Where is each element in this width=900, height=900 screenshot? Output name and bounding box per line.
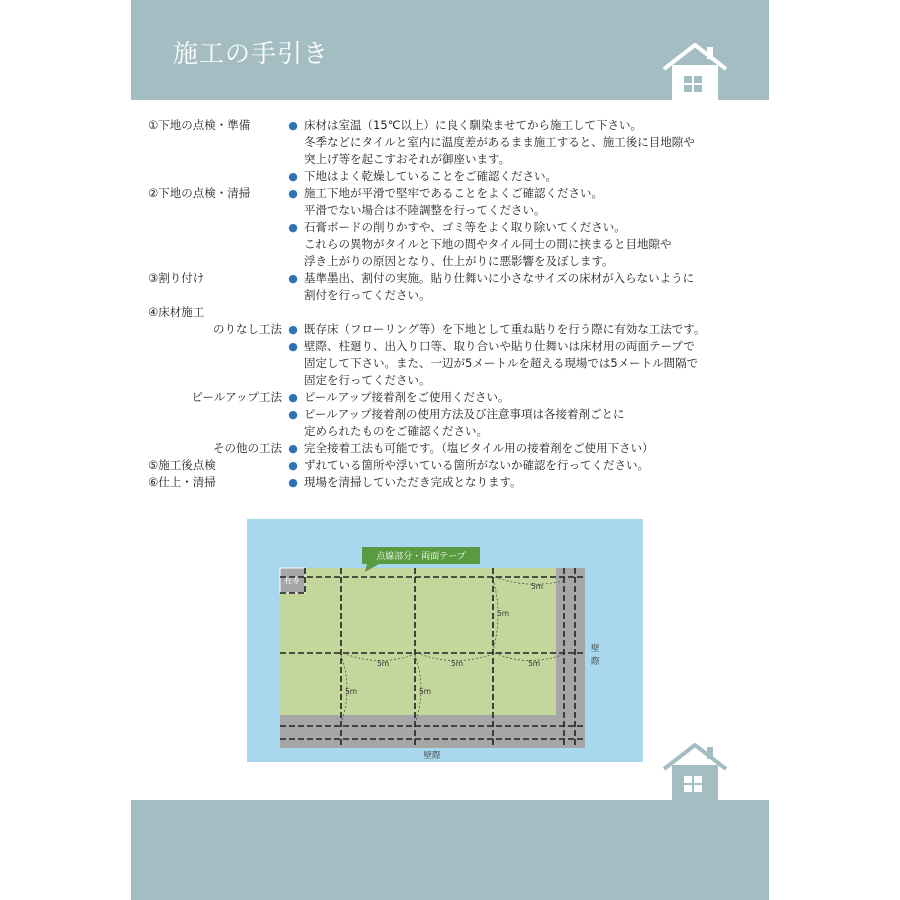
dim-label: 5m bbox=[528, 659, 541, 668]
row-text: 下地はよく乾燥していることをご確認ください。 bbox=[304, 169, 557, 183]
row-text: 床材は室温（15℃以上）に良く馴染ませてから施工して下さい。 bbox=[304, 118, 643, 132]
row-text: 平滑でない場合は不陸調整を行ってください。 bbox=[304, 203, 546, 217]
house-icon bbox=[661, 41, 729, 100]
row-label: その他の工法 bbox=[213, 441, 282, 455]
row-text: 基準墨出、割付の実施。貼り仕舞いに小さなサイズの床材が入らないように bbox=[304, 271, 695, 285]
bullet-icon bbox=[282, 134, 304, 151]
row-text: 既存床（フローリング等）を下地として重ね貼りを行う際に有効な工法です。 bbox=[304, 322, 706, 336]
row-label bbox=[148, 253, 282, 270]
row-text: 石膏ボードの削りかすや、ゴミ等をよく取り除いてください。 bbox=[304, 220, 626, 234]
guide-sheet bbox=[131, 0, 769, 900]
bullet-icon bbox=[282, 253, 304, 270]
bullet-icon bbox=[282, 355, 304, 372]
house-icon bbox=[661, 741, 729, 800]
bullet-icon: ● bbox=[288, 187, 298, 200]
row-label: ⑤施工後点検 bbox=[148, 458, 216, 472]
row-label bbox=[148, 134, 282, 151]
dim-label: 5m bbox=[531, 582, 544, 591]
instruction-row bbox=[148, 168, 758, 185]
instruction-row bbox=[148, 117, 758, 134]
row-label bbox=[148, 202, 282, 219]
row-text bbox=[304, 304, 758, 321]
dim-label: 5m bbox=[497, 609, 510, 618]
row-label: ①下地の点検・準備 bbox=[148, 118, 251, 132]
row-label bbox=[148, 219, 282, 236]
instruction-row bbox=[148, 236, 758, 253]
row-text: 固定して下さい。また、一辺が5メートルを超える現場では5メートル間隔で bbox=[304, 356, 699, 370]
instruction-row bbox=[148, 202, 758, 219]
dim-label: 5m bbox=[451, 659, 464, 668]
row-text: ピールアップ接着剤の使用方法及び注意事項は各接着剤ごとに bbox=[304, 407, 625, 421]
instruction-row bbox=[148, 338, 758, 355]
instruction-row bbox=[148, 355, 758, 372]
instruction-row bbox=[148, 304, 758, 321]
floor-area bbox=[280, 568, 556, 715]
right-wall-label-top: 壁 bbox=[591, 644, 600, 654]
instruction-row bbox=[148, 185, 758, 202]
header-band bbox=[131, 0, 769, 100]
instruction-row bbox=[148, 219, 758, 236]
row-label bbox=[148, 406, 282, 423]
row-label: ②下地の点検・清掃 bbox=[148, 186, 251, 200]
row-text: 施工下地が平滑で堅牢であることをよくご確認ください。 bbox=[304, 186, 603, 200]
bullet-icon bbox=[282, 236, 304, 253]
bullet-icon bbox=[282, 287, 304, 304]
instruction-row bbox=[148, 134, 758, 151]
bullet-icon bbox=[282, 202, 304, 219]
row-label: のりなし工法 bbox=[213, 322, 282, 336]
dim-label: 5m bbox=[377, 659, 390, 668]
row-text: 浮き上がりの原因となり、仕上がりに悪影響を及ぼします。 bbox=[304, 254, 614, 268]
row-label bbox=[148, 372, 282, 389]
pillar-label: 柱等 bbox=[284, 576, 300, 585]
bullet-icon: ● bbox=[288, 119, 298, 132]
bullet-icon bbox=[282, 423, 304, 440]
bullet-icon: ● bbox=[288, 323, 298, 336]
row-text: 現場を清掃していただき完成となります。 bbox=[304, 475, 522, 489]
bullet-icon: ● bbox=[288, 391, 298, 404]
bullet-icon: ● bbox=[288, 221, 298, 234]
bullet-icon: ● bbox=[288, 459, 298, 472]
bullet-icon bbox=[282, 304, 304, 321]
row-label bbox=[148, 236, 282, 253]
row-text: 定められたものをご確認ください。 bbox=[304, 424, 488, 438]
bullet-icon: ● bbox=[288, 272, 298, 285]
row-label bbox=[148, 423, 282, 440]
row-label: ⑥仕上・清掃 bbox=[148, 475, 216, 489]
instruction-row bbox=[148, 423, 758, 440]
bullet-icon: ● bbox=[288, 442, 298, 455]
row-label bbox=[148, 355, 282, 372]
footer-band bbox=[131, 800, 769, 900]
row-label bbox=[148, 338, 282, 355]
instruction-row bbox=[148, 474, 758, 491]
row-text: ピールアップ接着剤をご使用ください。 bbox=[304, 390, 510, 404]
row-text: 割付を行ってください。 bbox=[304, 288, 431, 302]
row-text: 突上げ等を起こすおそれが御座います。 bbox=[304, 152, 511, 166]
bullet-icon: ● bbox=[288, 408, 298, 421]
instruction-row bbox=[148, 270, 758, 287]
instruction-row bbox=[148, 406, 758, 423]
row-label: ピールアップ工法 bbox=[191, 390, 282, 404]
instruction-row bbox=[148, 287, 758, 304]
bullet-icon: ● bbox=[288, 340, 298, 353]
row-text: 冬季などにタイルと室内に温度差があるまま施工すると、施工後に目地隙や bbox=[304, 135, 695, 149]
instruction-row bbox=[148, 372, 758, 389]
row-label bbox=[148, 151, 282, 168]
instruction-row bbox=[148, 321, 758, 338]
instruction-row bbox=[148, 253, 758, 270]
bottom-wall-label: 壁際 bbox=[423, 751, 441, 761]
row-text: 壁際、柱廻り、出入り口等、取り合いや貼り仕舞いは床材用の両面テープで bbox=[304, 339, 695, 353]
row-text: 固定を行ってください。 bbox=[304, 373, 431, 387]
bottom-wall-strip bbox=[280, 715, 585, 748]
instruction-row bbox=[148, 389, 758, 406]
right-wall-label-bottom: 際 bbox=[591, 657, 600, 667]
layout-diagram bbox=[247, 519, 643, 762]
row-text: ずれている箇所や浮いている箇所がないか確認を行ってください。 bbox=[304, 458, 649, 472]
callout-label: 点線部分・両面テープ bbox=[376, 552, 466, 562]
bullet-icon bbox=[282, 372, 304, 389]
dim-label: 5m bbox=[345, 687, 358, 696]
row-label bbox=[148, 168, 282, 185]
instruction-row bbox=[148, 457, 758, 474]
bullet-icon: ● bbox=[288, 476, 298, 489]
bullet-icon bbox=[282, 151, 304, 168]
row-text: これらの異物がタイルと下地の間やタイル同士の間に挟まると目地隙や bbox=[304, 237, 672, 251]
instruction-row bbox=[148, 151, 758, 168]
instruction-list bbox=[148, 117, 758, 491]
row-text: 完全接着工法も可能です。（塩ビタイル用の接着剤をご使用下さい） bbox=[304, 441, 654, 455]
instruction-row bbox=[148, 440, 758, 457]
row-label: ③割り付け bbox=[148, 271, 205, 285]
row-label: ④床材施工 bbox=[148, 305, 205, 319]
dim-label: 5m bbox=[419, 687, 432, 696]
row-label bbox=[148, 287, 282, 304]
bullet-icon: ● bbox=[288, 170, 298, 183]
page-title: 施工の手引き bbox=[173, 39, 330, 68]
